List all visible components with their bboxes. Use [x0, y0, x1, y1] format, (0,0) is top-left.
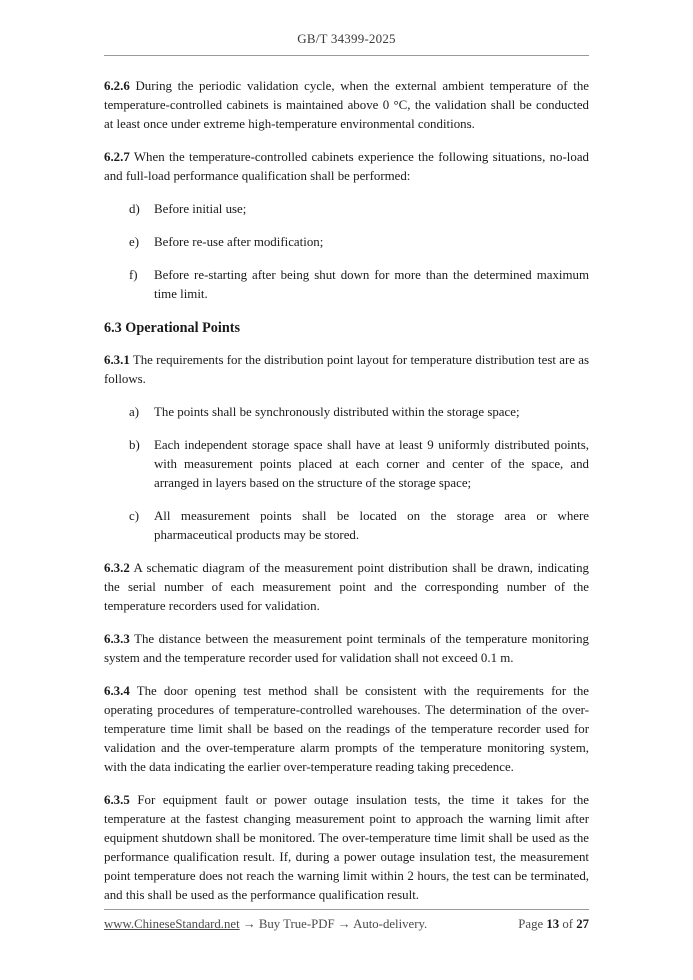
current-page: 13: [546, 917, 560, 931]
footer-promo-text: → Buy True-PDF → Auto-delivery.: [239, 917, 428, 931]
clause-6-2-7: [104, 148, 589, 186]
clause-number: 6.3.4: [104, 684, 130, 698]
clause-6-2-6: [104, 77, 589, 134]
list-item: [104, 200, 589, 219]
clause-text: For equipment fault or power outage insulation tests, the time it takes for the temperature at the fastest changing measurement point to approach the warning limit after equipment shutdown shall be monitored. The over-temperature time limit shall be used as the performance qualification result. If, during a power outage insulation test, the measurement point temperature does not reach the warning limit within 2 hours, the test can be terminated, and this shall be used as the performance qualification result.: [104, 793, 589, 902]
list-marker: b): [129, 438, 140, 452]
list-item: [104, 436, 589, 493]
clause-number: 6.2.7: [104, 150, 130, 164]
clause-text: A schematic diagram of the measurement point distribution shall be drawn, indicating the serial number of each measurement point and the corresponding number of the temperature recorders used for validation.: [104, 561, 589, 613]
clause-number: 6.2.6: [104, 79, 130, 93]
website-link[interactable]: www.ChineseStandard.net: [104, 917, 240, 931]
list-item-text: Each independent storage space shall have at least 9 uniformly distributed points, with measurement points placed at each corner and center of the space, and arranged in layers based on the structure of the storage space;: [154, 438, 589, 490]
list-item-text: All measurement points shall be located on the storage area or where pharmaceutical products may be stored.: [154, 509, 589, 542]
clause-6-3-2: [104, 559, 589, 616]
footer-promo: [104, 917, 427, 932]
header-rule: [104, 55, 589, 56]
clause-text: The door opening test method shall be consistent with the requirements for the operating procedures of temperature-controlled warehouses. The determination of the over-temperature time limit shall be based on the readings of the temperature recorder used for validation and the over-temperature alarm prompts of the temperature monitoring system, with the data indicating the earlier over-temperature reading taking precedence.: [104, 684, 589, 774]
clause-text: The requirements for the distribution point layout for temperature distribution test are as follows.: [104, 353, 589, 386]
clause-text: When the temperature-controlled cabinets experience the following situations, no-load and full-load performance qualification shall be performed:: [104, 150, 589, 183]
clause-number: 6.3.2: [104, 561, 130, 575]
clause-6-3-5: [104, 791, 589, 905]
clause-6-3-4: [104, 682, 589, 777]
page-body: [104, 77, 589, 919]
list-item: [104, 266, 589, 304]
list-item-text: Before initial use;: [154, 202, 247, 216]
clause-6-3-1: [104, 351, 589, 389]
clause-text: During the periodic validation cycle, when the external ambient temperature of the temperature-controlled cabinets is maintained above 0 °C, the validation shall be conducted at least once under extreme high-temperature environmental conditions.: [104, 79, 589, 131]
list-marker: c): [129, 509, 140, 523]
of-label: of: [559, 917, 577, 931]
page-number: [518, 917, 589, 932]
list-marker: d): [129, 202, 140, 216]
list-item: [104, 233, 589, 252]
list-item-text: Before re-use after modification;: [154, 235, 324, 249]
footer-rule: [104, 909, 589, 910]
list-marker: f): [129, 268, 138, 282]
page-label: Page: [518, 917, 547, 931]
clause-number: 6.3.1: [104, 353, 130, 367]
list-item: [104, 403, 589, 422]
total-pages: 27: [576, 917, 589, 931]
list-6-3-1: [104, 403, 589, 545]
list-item-text: The points shall be synchronously distributed within the storage space;: [154, 405, 520, 419]
document-header: GB/T 34399-2025: [297, 31, 396, 46]
clause-number: 6.3.3: [104, 632, 130, 646]
clause-6-3-3: [104, 630, 589, 668]
clause-number: 6.3.5: [104, 793, 130, 807]
list-item-text: Before re-starting after being shut down for more than the determined maximum time limit.: [154, 268, 589, 301]
section-heading-6-3: 6.3 Operational Points: [104, 320, 240, 336]
list-6-2-7: [104, 200, 589, 304]
list-marker: e): [129, 235, 140, 249]
list-item: [104, 507, 589, 545]
list-marker: a): [129, 405, 140, 419]
clause-text: The distance between the measurement point terminals of the temperature monitoring system and the temperature recorder used for validation shall not exceed 0.1 m.: [104, 632, 589, 665]
